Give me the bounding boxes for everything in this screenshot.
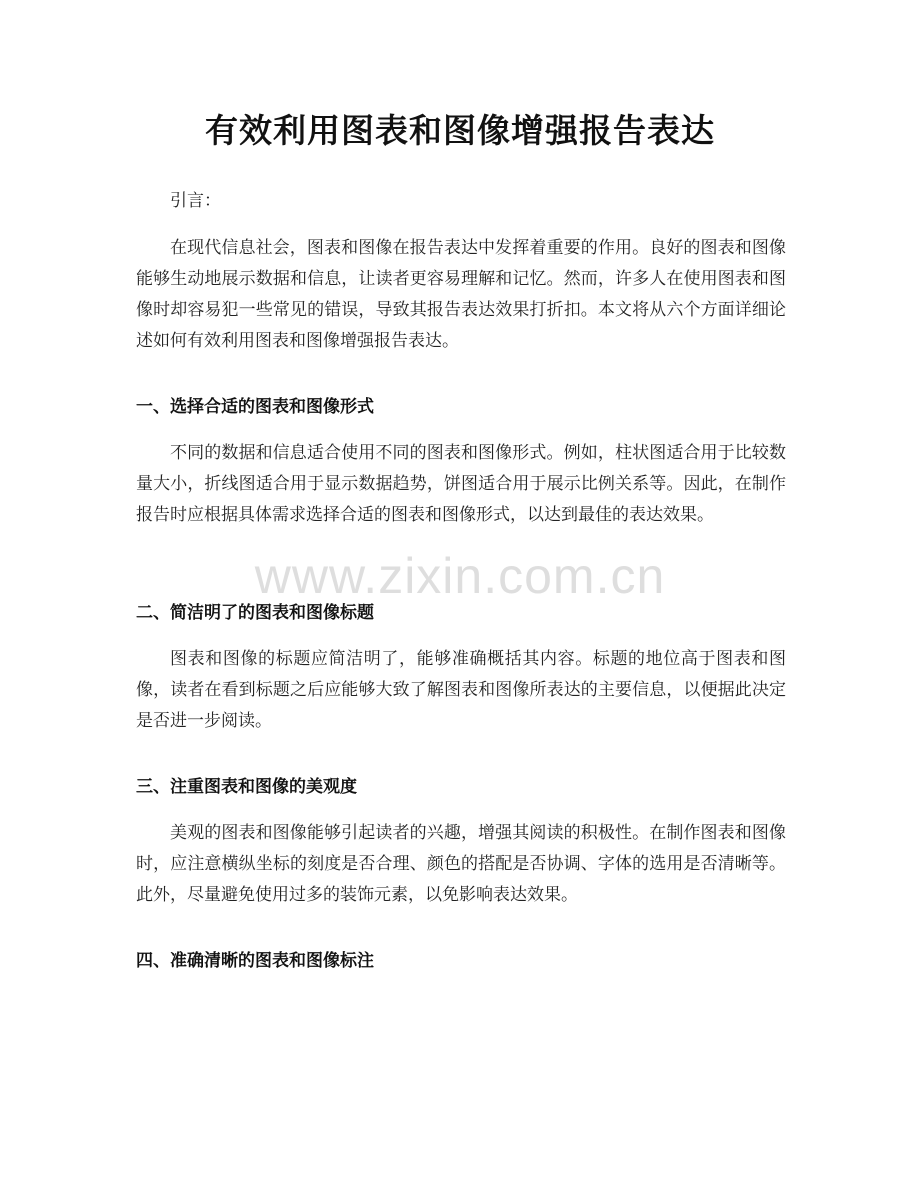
section-1-heading: 一、选择合适的图表和图像形式 [136, 397, 374, 417]
section-2-paragraph: 图表和图像的标题应简洁明了，能够准确概括其内容。标题的地位高于图表和图像，读者在看到标题之后应能够大致了解图表和图像所表达的主要信息，以便据此决定是否进一步阅读。 [136, 649, 786, 731]
section-1-body [136, 438, 786, 531]
document-title: 有效利用图表和图像增强报告表达 [205, 111, 715, 150]
section-2-heading: 二、简洁明了的图表和图像标题 [136, 603, 374, 623]
intro-paragraph-block [136, 233, 786, 357]
section-3-paragraph: 美观的图表和图像能够引起读者的兴趣，增强其阅读的积极性。在制作图表和图像时，应注意横纵坐标的刻度是否合理、颜色的搭配是否协调、字体的选用是否清晰等。此外，尽量避免使用过多的装饰元素，以免影响表达效果。 [136, 823, 786, 905]
section-3-body [136, 818, 786, 911]
section-2-body [136, 644, 786, 737]
watermark: www.zixin.com.cn [254, 548, 666, 604]
section-1-paragraph: 不同的数据和信息适合使用不同的图表和图像形式。例如，柱状图适合用于比较数量大小，折线图适合用于显示数据趋势，饼图适合用于展示比例关系等。因此，在制作报告时应根据具体需求选择合适的图表和图像形式，以达到最佳的表达效果。 [136, 443, 786, 525]
intro-paragraph: 在现代信息社会，图表和图像在报告表达中发挥着重要的作用。良好的图表和图像能够生动地展示数据和信息，让读者更容易理解和记忆。然而，许多人在使用图表和图像时却容易犯一些常见的错误，导致其报告表达效果打折扣。本文将从六个方面详细论述如何有效利用图表和图像增强报告表达。 [136, 238, 786, 351]
intro-label: 引言： [170, 191, 221, 211]
section-4-heading: 四、准确清晰的图表和图像标注 [136, 951, 374, 971]
section-3-heading: 三、注重图表和图像的美观度 [136, 777, 357, 797]
